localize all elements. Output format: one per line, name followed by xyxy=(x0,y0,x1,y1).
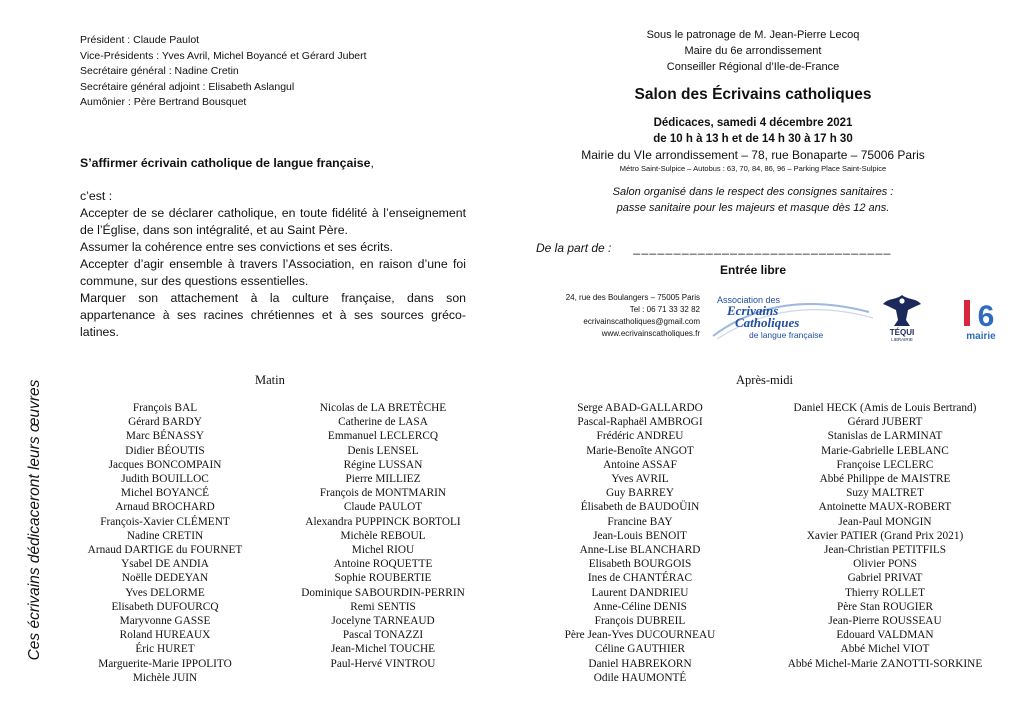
morning-authors-column-1 xyxy=(80,401,250,685)
author-name: Pascal-Raphaël AMBROGI xyxy=(577,416,703,429)
statement-heading-text: S’affirmer écrivain catholique de langue française xyxy=(80,156,371,170)
author-name: Michel BOYANCÉ xyxy=(120,487,210,500)
author-name: Stanislas de LARMINAT xyxy=(827,430,943,443)
statement-intro: c’est : xyxy=(80,189,113,203)
association-logo-line: Ecrivains xyxy=(727,303,779,318)
author-name: Xavier PATIER (Grand Prix 2021) xyxy=(806,529,964,542)
author-name: François BAL xyxy=(132,402,198,414)
statement-paragraph: Accepter de se déclarer catholique, en toute fidélité à l’enseignement de l’Église, dans son intégralité, et au Saint Père. xyxy=(80,206,466,237)
author-name: Maryvonne GASSE xyxy=(119,615,211,628)
author-name: Thierry ROLLET xyxy=(845,586,925,599)
author-name: Jean-Christian PETITFILS xyxy=(823,544,947,557)
association-logo xyxy=(707,292,875,342)
author-name: Edouard VALDMAN xyxy=(836,629,934,642)
author-name: Père Stan ROUGIER xyxy=(836,600,933,613)
author-name: Serge ABAD-GALLARDO xyxy=(577,402,703,414)
patronage-line: Maire du 6e arrondissement xyxy=(684,45,822,57)
author-name: Nadine CRETIN xyxy=(126,529,204,542)
author-name: Françoise LECLERC xyxy=(836,458,934,471)
author-name: Nicolas de LA BRETÈCHE xyxy=(319,402,447,414)
event-header xyxy=(540,27,966,216)
author-name: Frédéric ANDREU xyxy=(596,430,684,443)
author-name: Arnaud BROCHARD xyxy=(115,501,215,514)
officer-secretary-general: Secrétaire général : Nadine Cretin xyxy=(80,65,239,77)
author-name: Pierre MILLIEZ xyxy=(345,473,421,486)
author-name: Jean-Louis BENOIT xyxy=(593,529,687,542)
author-name: Anne-Lise BLANCHARD xyxy=(579,544,701,557)
from-field xyxy=(536,241,892,255)
author-name: Judith BOUILLOC xyxy=(121,473,209,486)
sanitary-notice: passe sanitaire pour les majeurs et masque dès 12 ans. xyxy=(616,202,890,214)
contact-address: 24, rue des Boulangers – 75005 Paris xyxy=(565,293,700,302)
author-name: Céline GAUTHIER xyxy=(594,643,686,656)
author-name: Michèle REBOUL xyxy=(340,529,426,542)
author-name: Gérard JUBERT xyxy=(847,416,923,429)
author-name: Michel RIOU xyxy=(351,544,415,557)
author-name: Sophie ROUBERTIE xyxy=(334,572,432,585)
author-name: Éric HURET xyxy=(135,643,195,656)
officer-chaplain: Aumônier : Père Bertrand Bousquet xyxy=(80,96,247,108)
from-blank-line: ________________________________ xyxy=(633,241,892,255)
author-name: Anne-Céline DENIS xyxy=(593,600,687,613)
patronage-line: Conseiller Régional d’Ile-de-France xyxy=(666,61,840,73)
vertical-caption-text: Ces écrivains dédicaceront leurs œuvres xyxy=(26,379,43,661)
contact-website: www.ecrivainscatholiques.fr xyxy=(601,329,700,338)
statement-heading xyxy=(80,155,466,172)
patronage-line: Sous le patronage de M. Jean-Pierre Lecoq xyxy=(646,29,860,41)
author-name: Marguerite-Marie IPPOLITO xyxy=(98,657,232,670)
author-name: Yves DELORME xyxy=(125,586,205,599)
author-name: Marie-Gabrielle LEBLANC xyxy=(821,444,949,457)
afternoon-authors-column-1 xyxy=(560,401,720,685)
author-name: François DUBREIL xyxy=(594,615,686,628)
free-entry-label: Entrée libre xyxy=(719,263,787,277)
morning-authors-column-2 xyxy=(285,401,481,671)
author-name: Antoine ASSAF xyxy=(603,458,677,471)
author-name: Antoinette MAUX-ROBERT xyxy=(818,501,952,514)
author-name: Antoine ROQUETTE xyxy=(333,558,433,571)
association-logo-line: Association des xyxy=(717,295,781,305)
afternoon-title: Après-midi xyxy=(736,373,793,387)
afternoon-authors-column-2 xyxy=(770,401,1000,671)
from-label: De la part de : xyxy=(536,241,612,255)
author-name: Denis LENSEL xyxy=(347,444,419,457)
author-name: Pascal TONAZZI xyxy=(342,629,424,642)
author-name: Daniel HECK (Amis de Louis Bertrand) xyxy=(793,402,977,414)
author-name: Noëlle DEDEYAN xyxy=(121,572,209,585)
event-hours: de 10 h à 13 h et de 14 h 30 à 17 h 30 xyxy=(653,133,853,145)
author-name: Jean-Paul MONGIN xyxy=(838,515,932,528)
author-name: Abbé Philippe de MAISTRE xyxy=(819,473,951,486)
author-name: Ysabel DE ANDIA xyxy=(121,558,209,571)
author-name: Odile HAUMONTÉ xyxy=(593,671,687,684)
author-name: Laurent DANDRIEU xyxy=(591,586,689,599)
mairie-logo-label: mairie xyxy=(966,331,996,342)
author-name: Abbé Michel-Marie ZANOTTI-SORKINE xyxy=(787,657,983,670)
author-name: Michèle JUIN xyxy=(132,671,198,684)
event-title: Salon des Écrivains catholiques xyxy=(634,86,872,103)
event-address: Mairie du VIe arrondissement – 78, rue Bonaparte – 75006 Paris xyxy=(581,148,925,162)
author-name: Jocelyne TARNEAUD xyxy=(331,615,435,628)
statement-heading-comma: , xyxy=(370,156,374,170)
statement-paragraph: Assumer la cohérence entre ses convictions et ses écrits. xyxy=(80,240,394,254)
author-name: Gérard BARDY xyxy=(128,416,202,429)
author-name: Jean-Michel TOUCHE xyxy=(330,643,436,656)
author-name: Olivier PONS xyxy=(853,558,917,571)
author-name: Elisabeth DUFOURCQ xyxy=(111,600,219,613)
sanitary-notice: Salon organisé dans le respect des consignes sanitaires : xyxy=(612,186,894,198)
angel-icon xyxy=(883,295,921,326)
tequi-logo xyxy=(880,292,924,342)
author-name: Guy BARREY xyxy=(605,487,675,500)
contact-info xyxy=(548,292,700,340)
author-name: Jean-Pierre ROUSSEAU xyxy=(828,615,942,628)
author-name: Régine LUSSAN xyxy=(343,458,423,471)
author-name: Claude PAULOT xyxy=(343,501,423,514)
contact-phone: Tel : 06 71 33 32 82 xyxy=(629,305,700,314)
tequi-logo-name: TÉQUI xyxy=(889,328,915,337)
mission-statement xyxy=(80,155,466,341)
author-name: Père Jean-Yves DUCOURNEAU xyxy=(564,629,716,642)
association-logo-line: de langue française xyxy=(749,330,824,340)
event-date: Dédicaces, samedi 4 décembre 2021 xyxy=(653,117,853,129)
officer-vice-presidents: Vice-Présidents : Yves Avril, Michel Boyancé et Gérard Jubert xyxy=(80,49,367,62)
author-name: Suzy MALTRET xyxy=(846,487,924,500)
author-name: Yves AVRIL xyxy=(611,473,669,486)
author-name: François de MONTMARIN xyxy=(319,487,447,500)
author-name: Didier BÉOUTIS xyxy=(125,444,205,457)
tequi-logo-sub: LIBRAIRIE xyxy=(891,337,913,342)
statement-paragraph: Marquer son attachement à la culture française, dans son appartenance à ses racines chrétiennes et à ses sources gréco-latines. xyxy=(80,291,466,339)
author-name: Francine BAY xyxy=(607,515,673,528)
author-name: Ines de CHANTÉRAC xyxy=(587,572,693,585)
author-name: Remi SENTIS xyxy=(350,600,416,613)
author-name: Élisabeth de BAUDOÜIN xyxy=(580,501,700,514)
author-name: Arnaud DARTIGE du FOURNET xyxy=(87,544,243,557)
author-name: Alexandra PUPPINCK BORTOLI xyxy=(305,515,461,528)
transport-info: Métro Saint-Sulpice – Autobus : 63, 70, 84, 86, 96 – Parking Place Saint-Sulpice xyxy=(619,164,887,173)
officers-list xyxy=(80,33,367,111)
association-logo-line: Catholiques xyxy=(735,315,800,330)
mairie-logo xyxy=(958,296,1004,342)
author-name: Daniel HABREKORN xyxy=(588,657,692,670)
author-name: Dominique SABOURDIN-PERRIN xyxy=(301,586,465,599)
author-name: Roland HUREAUX xyxy=(119,629,211,642)
author-name: Emmanuel LECLERCQ xyxy=(327,430,439,443)
officer-president: Président : Claude Paulot xyxy=(80,34,200,46)
officer-deputy-secretary: Secrétaire général adjoint : Elisabeth Aslangul xyxy=(80,80,295,93)
author-name: Paul-Hervé VINTROU xyxy=(330,657,436,670)
author-name: Catherine de LASA xyxy=(338,416,428,429)
author-name: Abbé Michel VIOT xyxy=(840,643,930,656)
author-name: Jacques BONCOMPAIN xyxy=(108,458,222,471)
author-name: Marie-Benoîte ANGOT xyxy=(586,444,694,457)
mairie-logo-number: 6 xyxy=(977,300,995,333)
contact-email: ecrivainscatholiques@gmail.com xyxy=(583,317,700,326)
author-name: François-Xavier CLÉMENT xyxy=(100,515,230,528)
statement-paragraph: Accepter d’agir ensemble à travers l’Association, en raison d’une foi commune, sur des questions essentielles. xyxy=(80,257,466,288)
morning-title: Matin xyxy=(255,373,285,387)
author-name: Gabriel PRIVAT xyxy=(847,572,923,585)
author-name: Marc BÉNASSY xyxy=(125,430,205,443)
author-name: Elisabeth BOURGOIS xyxy=(588,558,692,571)
